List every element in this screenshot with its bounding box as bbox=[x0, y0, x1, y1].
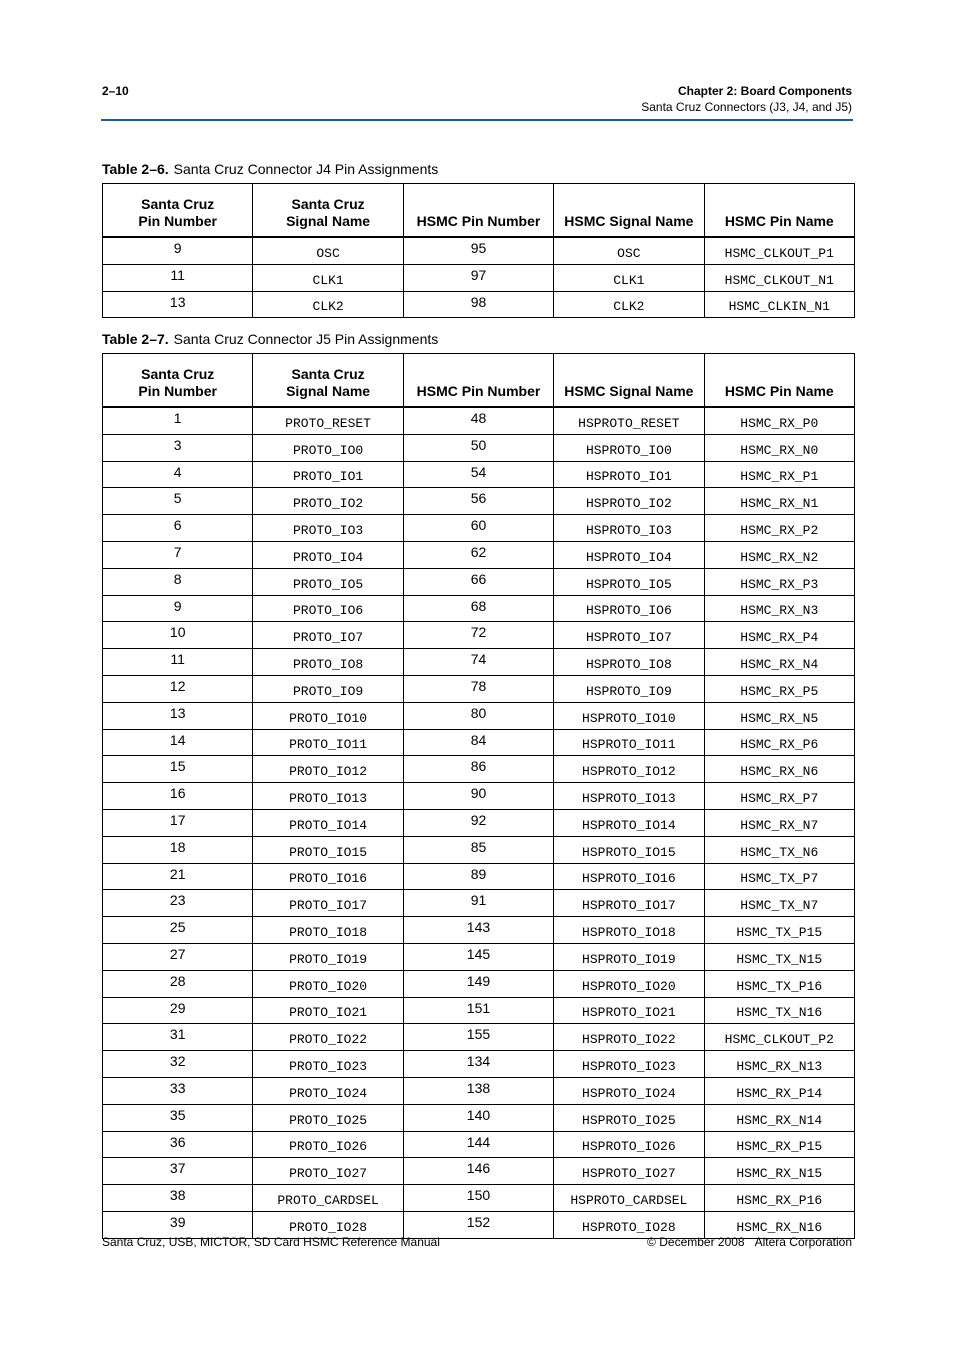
pin-number-cell: 32 bbox=[103, 1051, 253, 1078]
hsmc-pin-number-cell: 60 bbox=[403, 515, 553, 542]
table-header-row bbox=[103, 354, 855, 408]
hsmc-signal-name-cell: HSPROTO_IO9 bbox=[554, 675, 704, 702]
hsmc-pin-name-cell: HSMC_RX_N1 bbox=[704, 488, 854, 515]
column-header bbox=[554, 354, 704, 408]
signal-name-cell: PROTO_IO19 bbox=[253, 943, 403, 970]
table-row bbox=[103, 488, 855, 515]
signal-name-cell: PROTO_IO4 bbox=[253, 541, 403, 568]
hsmc-signal-name-cell: HSPROTO_IO12 bbox=[554, 756, 704, 783]
pin-number-cell: 8 bbox=[103, 568, 253, 595]
hsmc-pin-number-cell: 86 bbox=[403, 756, 553, 783]
signal-name-cell: PROTO_CARDSEL bbox=[253, 1185, 403, 1212]
hsmc-pin-name-cell: HSMC_TX_P15 bbox=[704, 917, 854, 944]
signal-name-cell: PROTO_RESET bbox=[253, 407, 403, 434]
hsmc-pin-name-cell: HSMC_CLKOUT_N1 bbox=[704, 264, 854, 291]
table-2-7-label: Table 2–7. bbox=[102, 331, 169, 347]
signal-name-cell: PROTO_IO23 bbox=[253, 1051, 403, 1078]
pin-number-cell: 25 bbox=[103, 917, 253, 944]
table-row bbox=[103, 291, 855, 318]
table-row bbox=[103, 1131, 855, 1158]
signal-name-cell: PROTO_IO12 bbox=[253, 756, 403, 783]
pin-number-cell: 15 bbox=[103, 756, 253, 783]
hsmc-signal-name-cell: HSPROTO_RESET bbox=[554, 407, 704, 434]
column-header bbox=[403, 354, 553, 408]
table-2-7-title: Santa Cruz Connector J5 Pin Assignments bbox=[173, 331, 439, 347]
pin-number-cell: 29 bbox=[103, 997, 253, 1024]
signal-name-cell: PROTO_IO9 bbox=[253, 675, 403, 702]
hsmc-pin-number-cell: 143 bbox=[403, 917, 553, 944]
pin-number-cell: 31 bbox=[103, 1024, 253, 1051]
signal-name-cell: PROTO_IO20 bbox=[253, 970, 403, 997]
pin-number-cell: 11 bbox=[103, 264, 253, 291]
pin-number-cell: 28 bbox=[103, 970, 253, 997]
hsmc-signal-name-cell: HSPROTO_IO17 bbox=[554, 890, 704, 917]
pin-number-cell: 39 bbox=[103, 1211, 253, 1238]
signal-name-cell: PROTO_IO13 bbox=[253, 783, 403, 810]
hsmc-signal-name-cell: HSPROTO_IO23 bbox=[554, 1051, 704, 1078]
table-row bbox=[103, 863, 855, 890]
hsmc-pin-number-cell: 48 bbox=[403, 407, 553, 434]
signal-name-cell: PROTO_IO7 bbox=[253, 622, 403, 649]
hsmc-pin-name-cell: HSMC_CLKOUT_P1 bbox=[704, 237, 854, 264]
table-j5-pin-assignments bbox=[102, 353, 855, 1239]
pin-number-cell: 4 bbox=[103, 461, 253, 488]
table-header-row bbox=[103, 184, 855, 238]
pin-number-cell: 14 bbox=[103, 729, 253, 756]
signal-name-cell: OSC bbox=[253, 237, 403, 264]
hsmc-signal-name-cell: HSPROTO_CARDSEL bbox=[554, 1185, 704, 1212]
signal-name-cell: PROTO_IO16 bbox=[253, 863, 403, 890]
column-header-text: Santa Cruz bbox=[291, 196, 365, 212]
pin-number-cell: 23 bbox=[103, 890, 253, 917]
hsmc-signal-name-cell: HSPROTO_IO3 bbox=[554, 515, 704, 542]
table-row bbox=[103, 729, 855, 756]
pin-number-cell: 18 bbox=[103, 836, 253, 863]
table-row bbox=[103, 1185, 855, 1212]
hsmc-pin-name-cell: HSMC_RX_P6 bbox=[704, 729, 854, 756]
footer-manual-title: Santa Cruz, USB, MICTOR, SD Card HSMC Reference Manual bbox=[102, 1235, 440, 1249]
hsmc-pin-number-cell: 84 bbox=[403, 729, 553, 756]
column-header-text: HSMC Pin Number bbox=[416, 213, 541, 229]
pin-number-cell: 37 bbox=[103, 1158, 253, 1185]
column-header bbox=[103, 184, 253, 238]
hsmc-pin-number-cell: 140 bbox=[403, 1104, 553, 1131]
section-title: Santa Cruz Connectors (J3, J4, and J5) bbox=[641, 100, 852, 114]
footer-company: Altera Corporation bbox=[754, 1235, 852, 1249]
signal-name-cell: PROTO_IO17 bbox=[253, 890, 403, 917]
table-2-6-caption bbox=[102, 161, 438, 177]
hsmc-pin-number-cell: 85 bbox=[403, 836, 553, 863]
signal-name-cell: PROTO_IO14 bbox=[253, 809, 403, 836]
column-header-text: Pin Number bbox=[138, 383, 217, 399]
table-2-6-title: Santa Cruz Connector J4 Pin Assignments bbox=[173, 161, 439, 177]
signal-name-cell: PROTO_IO28 bbox=[253, 1211, 403, 1238]
hsmc-signal-name-cell: HSPROTO_IO20 bbox=[554, 970, 704, 997]
hsmc-signal-name-cell: CLK1 bbox=[554, 264, 704, 291]
hsmc-pin-number-cell: 72 bbox=[403, 622, 553, 649]
column-header-text: HSMC Signal Name bbox=[564, 383, 694, 399]
pin-number-cell: 13 bbox=[103, 291, 253, 318]
column-header-text: Santa Cruz bbox=[141, 196, 215, 212]
hsmc-pin-number-cell: 92 bbox=[403, 809, 553, 836]
hsmc-pin-name-cell: HSMC_RX_P4 bbox=[704, 622, 854, 649]
hsmc-pin-name-cell: HSMC_RX_P1 bbox=[704, 461, 854, 488]
hsmc-pin-number-cell: 98 bbox=[403, 291, 553, 318]
table-row bbox=[103, 1051, 855, 1078]
hsmc-pin-name-cell: HSMC_RX_P14 bbox=[704, 1077, 854, 1104]
table-row bbox=[103, 783, 855, 810]
pin-number-cell: 33 bbox=[103, 1077, 253, 1104]
table-row bbox=[103, 622, 855, 649]
table-row bbox=[103, 756, 855, 783]
hsmc-signal-name-cell: HSPROTO_IO16 bbox=[554, 863, 704, 890]
signal-name-cell: PROTO_IO18 bbox=[253, 917, 403, 944]
column-header-text: Pin Number bbox=[138, 213, 217, 229]
column-header-text: Signal Name bbox=[286, 213, 371, 229]
signal-name-cell: PROTO_IO11 bbox=[253, 729, 403, 756]
column-header-text: Signal Name bbox=[286, 383, 371, 399]
signal-name-cell: PROTO_IO24 bbox=[253, 1077, 403, 1104]
column-header bbox=[103, 354, 253, 408]
hsmc-signal-name-cell: HSPROTO_IO27 bbox=[554, 1158, 704, 1185]
column-header-text: HSMC Pin Number bbox=[416, 383, 541, 399]
hsmc-pin-name-cell: HSMC_RX_N2 bbox=[704, 541, 854, 568]
signal-name-cell: CLK1 bbox=[253, 264, 403, 291]
hsmc-pin-number-cell: 56 bbox=[403, 488, 553, 515]
column-header bbox=[253, 354, 403, 408]
hsmc-signal-name-cell: HSPROTO_IO24 bbox=[554, 1077, 704, 1104]
hsmc-signal-name-cell: HSPROTO_IO26 bbox=[554, 1131, 704, 1158]
hsmc-signal-name-cell: HSPROTO_IO1 bbox=[554, 461, 704, 488]
hsmc-pin-name-cell: HSMC_RX_N3 bbox=[704, 595, 854, 622]
pin-number-cell: 21 bbox=[103, 863, 253, 890]
hsmc-pin-number-cell: 80 bbox=[403, 702, 553, 729]
pin-number-cell: 16 bbox=[103, 783, 253, 810]
hsmc-pin-number-cell: 62 bbox=[403, 541, 553, 568]
hsmc-pin-number-cell: 150 bbox=[403, 1185, 553, 1212]
table-row bbox=[103, 970, 855, 997]
table-row bbox=[103, 809, 855, 836]
signal-name-cell: PROTO_IO22 bbox=[253, 1024, 403, 1051]
hsmc-pin-name-cell: HSMC_TX_N16 bbox=[704, 997, 854, 1024]
hsmc-pin-number-cell: 155 bbox=[403, 1024, 553, 1051]
hsmc-pin-name-cell: HSMC_RX_N15 bbox=[704, 1158, 854, 1185]
hsmc-signal-name-cell: HSPROTO_IO5 bbox=[554, 568, 704, 595]
hsmc-pin-number-cell: 146 bbox=[403, 1158, 553, 1185]
table-row bbox=[103, 943, 855, 970]
hsmc-pin-name-cell: HSMC_RX_N16 bbox=[704, 1211, 854, 1238]
signal-name-cell: CLK2 bbox=[253, 291, 403, 318]
hsmc-pin-name-cell: HSMC_RX_P0 bbox=[704, 407, 854, 434]
hsmc-signal-name-cell: HSPROTO_IO7 bbox=[554, 622, 704, 649]
signal-name-cell: PROTO_IO3 bbox=[253, 515, 403, 542]
table-row bbox=[103, 890, 855, 917]
hsmc-signal-name-cell: HSPROTO_IO15 bbox=[554, 836, 704, 863]
pin-number-cell: 9 bbox=[103, 237, 253, 264]
table-row bbox=[103, 1024, 855, 1051]
pin-number-cell: 10 bbox=[103, 622, 253, 649]
hsmc-signal-name-cell: HSPROTO_IO25 bbox=[554, 1104, 704, 1131]
hsmc-signal-name-cell: HSPROTO_IO8 bbox=[554, 649, 704, 676]
hsmc-pin-number-cell: 149 bbox=[403, 970, 553, 997]
hsmc-pin-name-cell: HSMC_TX_N6 bbox=[704, 836, 854, 863]
hsmc-signal-name-cell: CLK2 bbox=[554, 291, 704, 318]
pin-number-cell: 27 bbox=[103, 943, 253, 970]
hsmc-pin-name-cell: HSMC_CLKOUT_P2 bbox=[704, 1024, 854, 1051]
hsmc-pin-name-cell: HSMC_RX_N14 bbox=[704, 1104, 854, 1131]
table-row bbox=[103, 675, 855, 702]
signal-name-cell: PROTO_IO1 bbox=[253, 461, 403, 488]
pin-number-cell: 9 bbox=[103, 595, 253, 622]
hsmc-pin-name-cell: HSMC_RX_P15 bbox=[704, 1131, 854, 1158]
hsmc-pin-number-cell: 54 bbox=[403, 461, 553, 488]
hsmc-pin-name-cell: HSMC_TX_N15 bbox=[704, 943, 854, 970]
hsmc-pin-number-cell: 50 bbox=[403, 434, 553, 461]
footer-date: © December 2008 bbox=[647, 1235, 745, 1249]
pin-number-cell: 3 bbox=[103, 434, 253, 461]
table-row bbox=[103, 917, 855, 944]
signal-name-cell: PROTO_IO6 bbox=[253, 595, 403, 622]
pin-number-cell: 1 bbox=[103, 407, 253, 434]
hsmc-pin-number-cell: 134 bbox=[403, 1051, 553, 1078]
page-number: 2–10 bbox=[102, 84, 129, 98]
hsmc-signal-name-cell: HSPROTO_IO10 bbox=[554, 702, 704, 729]
table-row bbox=[103, 407, 855, 434]
table-row bbox=[103, 702, 855, 729]
hsmc-signal-name-cell: HSPROTO_IO28 bbox=[554, 1211, 704, 1238]
header-rule bbox=[101, 119, 853, 121]
signal-name-cell: PROTO_IO5 bbox=[253, 568, 403, 595]
hsmc-pin-number-cell: 91 bbox=[403, 890, 553, 917]
signal-name-cell: PROTO_IO0 bbox=[253, 434, 403, 461]
footer-copyright bbox=[637, 1235, 852, 1249]
table-row bbox=[103, 237, 855, 264]
hsmc-signal-name-cell: HSPROTO_IO0 bbox=[554, 434, 704, 461]
hsmc-signal-name-cell: HSPROTO_IO18 bbox=[554, 917, 704, 944]
hsmc-pin-number-cell: 66 bbox=[403, 568, 553, 595]
table-row bbox=[103, 434, 855, 461]
column-header-text: Santa Cruz bbox=[291, 366, 365, 382]
table-row bbox=[103, 515, 855, 542]
pin-number-cell: 35 bbox=[103, 1104, 253, 1131]
hsmc-pin-number-cell: 74 bbox=[403, 649, 553, 676]
table-row bbox=[103, 595, 855, 622]
hsmc-pin-name-cell: HSMC_RX_N0 bbox=[704, 434, 854, 461]
pin-number-cell: 38 bbox=[103, 1185, 253, 1212]
hsmc-pin-number-cell: 145 bbox=[403, 943, 553, 970]
table-2-7-caption bbox=[102, 331, 438, 347]
table-row bbox=[103, 649, 855, 676]
table-row bbox=[103, 568, 855, 595]
table-row bbox=[103, 264, 855, 291]
pin-number-cell: 36 bbox=[103, 1131, 253, 1158]
column-header-text: HSMC Signal Name bbox=[564, 213, 694, 229]
table-row bbox=[103, 1104, 855, 1131]
hsmc-pin-number-cell: 144 bbox=[403, 1131, 553, 1158]
signal-name-cell: PROTO_IO25 bbox=[253, 1104, 403, 1131]
pin-number-cell: 13 bbox=[103, 702, 253, 729]
column-header bbox=[704, 184, 854, 238]
hsmc-signal-name-cell: HSPROTO_IO11 bbox=[554, 729, 704, 756]
hsmc-pin-number-cell: 95 bbox=[403, 237, 553, 264]
hsmc-pin-name-cell: HSMC_RX_N6 bbox=[704, 756, 854, 783]
column-header bbox=[554, 184, 704, 238]
table-row bbox=[103, 1158, 855, 1185]
table-row bbox=[103, 836, 855, 863]
hsmc-signal-name-cell: HSPROTO_IO21 bbox=[554, 997, 704, 1024]
hsmc-pin-name-cell: HSMC_RX_N13 bbox=[704, 1051, 854, 1078]
hsmc-pin-name-cell: HSMC_TX_N7 bbox=[704, 890, 854, 917]
hsmc-pin-number-cell: 68 bbox=[403, 595, 553, 622]
pin-number-cell: 7 bbox=[103, 541, 253, 568]
hsmc-pin-number-cell: 138 bbox=[403, 1077, 553, 1104]
hsmc-pin-name-cell: HSMC_CLKIN_N1 bbox=[704, 291, 854, 318]
signal-name-cell: PROTO_IO8 bbox=[253, 649, 403, 676]
hsmc-pin-name-cell: HSMC_TX_P16 bbox=[704, 970, 854, 997]
hsmc-pin-name-cell: HSMC_TX_P7 bbox=[704, 863, 854, 890]
hsmc-pin-number-cell: 90 bbox=[403, 783, 553, 810]
signal-name-cell: PROTO_IO15 bbox=[253, 836, 403, 863]
signal-name-cell: PROTO_IO27 bbox=[253, 1158, 403, 1185]
column-header bbox=[704, 354, 854, 408]
pin-number-cell: 17 bbox=[103, 809, 253, 836]
column-header bbox=[253, 184, 403, 238]
table-row bbox=[103, 997, 855, 1024]
hsmc-signal-name-cell: HSPROTO_IO4 bbox=[554, 541, 704, 568]
hsmc-pin-name-cell: HSMC_RX_P16 bbox=[704, 1185, 854, 1212]
signal-name-cell: PROTO_IO21 bbox=[253, 997, 403, 1024]
hsmc-pin-name-cell: HSMC_RX_P2 bbox=[704, 515, 854, 542]
pin-number-cell: 5 bbox=[103, 488, 253, 515]
hsmc-pin-name-cell: HSMC_RX_P5 bbox=[704, 675, 854, 702]
hsmc-signal-name-cell: HSPROTO_IO13 bbox=[554, 783, 704, 810]
signal-name-cell: PROTO_IO2 bbox=[253, 488, 403, 515]
pin-number-cell: 11 bbox=[103, 649, 253, 676]
hsmc-pin-name-cell: HSMC_RX_N5 bbox=[704, 702, 854, 729]
hsmc-pin-name-cell: HSMC_RX_N7 bbox=[704, 809, 854, 836]
hsmc-signal-name-cell: HSPROTO_IO22 bbox=[554, 1024, 704, 1051]
table-row bbox=[103, 541, 855, 568]
hsmc-pin-name-cell: HSMC_RX_P7 bbox=[704, 783, 854, 810]
table-row bbox=[103, 1077, 855, 1104]
column-header-text: HSMC Pin Name bbox=[724, 213, 834, 229]
signal-name-cell: PROTO_IO26 bbox=[253, 1131, 403, 1158]
table-2-6-label: Table 2–6. bbox=[102, 161, 169, 177]
hsmc-signal-name-cell: HSPROTO_IO2 bbox=[554, 488, 704, 515]
hsmc-signal-name-cell: HSPROTO_IO6 bbox=[554, 595, 704, 622]
hsmc-signal-name-cell: HSPROTO_IO14 bbox=[554, 809, 704, 836]
column-header-text: HSMC Pin Name bbox=[724, 383, 834, 399]
chapter-title: Chapter 2: Board Components bbox=[677, 84, 852, 98]
pin-number-cell: 6 bbox=[103, 515, 253, 542]
table-j4-pin-assignments bbox=[102, 183, 855, 318]
table-row bbox=[103, 461, 855, 488]
hsmc-pin-number-cell: 97 bbox=[403, 264, 553, 291]
hsmc-signal-name-cell: OSC bbox=[554, 237, 704, 264]
hsmc-pin-number-cell: 152 bbox=[403, 1211, 553, 1238]
hsmc-pin-number-cell: 89 bbox=[403, 863, 553, 890]
signal-name-cell: PROTO_IO10 bbox=[253, 702, 403, 729]
pin-number-cell: 12 bbox=[103, 675, 253, 702]
column-header bbox=[403, 184, 553, 238]
hsmc-pin-name-cell: HSMC_RX_N4 bbox=[704, 649, 854, 676]
column-header-text: Santa Cruz bbox=[141, 366, 215, 382]
hsmc-pin-number-cell: 151 bbox=[403, 997, 553, 1024]
hsmc-pin-name-cell: HSMC_RX_P3 bbox=[704, 568, 854, 595]
hsmc-signal-name-cell: HSPROTO_IO19 bbox=[554, 943, 704, 970]
hsmc-pin-number-cell: 78 bbox=[403, 675, 553, 702]
